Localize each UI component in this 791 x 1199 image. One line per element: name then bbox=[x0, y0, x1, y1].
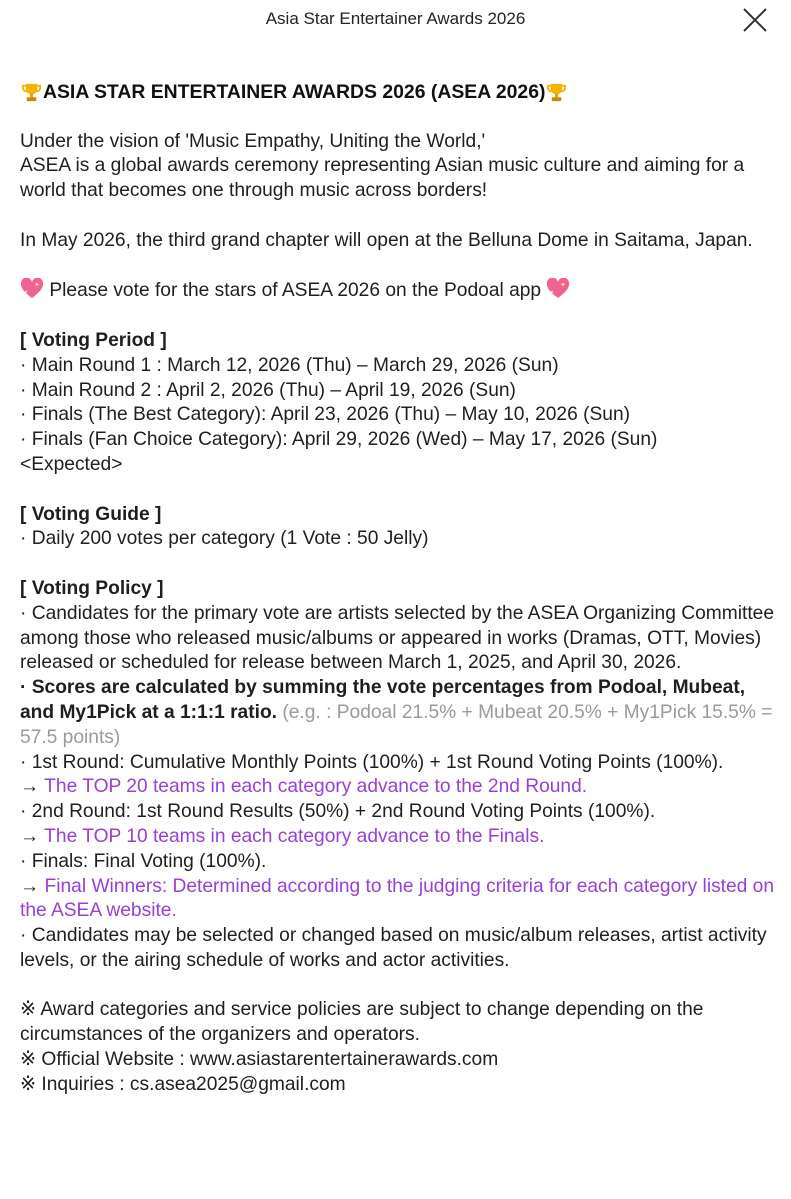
arrow-icon: → bbox=[20, 776, 40, 798]
policy-round1-result: The TOP 20 teams in each category advance to the 2nd Round. bbox=[44, 776, 588, 798]
close-icon[interactable] bbox=[741, 6, 769, 34]
description: ASEA is a global awards ceremony representing Asian music culture and aiming for a world that becomes one through music across borders! bbox=[20, 155, 745, 202]
policy-scores-text: · Scores are calculated by summing the vote percentages from Podoal, Mubeat, and My1Pick at a 1:1:1 ratio. bbox=[20, 677, 746, 723]
voting-period-note: <Expected> bbox=[20, 453, 123, 475]
vision-line: Under the vision of 'Music Empathy, Uniting the World,' bbox=[20, 130, 486, 152]
policy-round1: · 1st Round: Cumulative Monthly Points (100%) + 1st Round Voting Points (100%). bbox=[20, 751, 724, 773]
voting-period-item: · Finals (The Best Category): April 23, 2026 (Thu) – May 10, 2026 (Sun) bbox=[20, 404, 631, 426]
voting-guide-item: · Daily 200 votes per category (1 Vote : 50 Jelly) bbox=[20, 528, 429, 550]
sparkling-heart-icon bbox=[546, 278, 570, 300]
policy-finals-result-row bbox=[20, 875, 778, 925]
policy-round2-result: The TOP 10 teams in each category advance to the Finals. bbox=[44, 825, 545, 847]
policy-changes: · Candidates may be selected or changed based on music/album releases, artist activity levels, or the airing schedule of works and actor activities. bbox=[20, 925, 767, 971]
policy-scores bbox=[20, 676, 778, 750]
policy-finals-result: Final Winners: Determined according to the judging criteria for each category listed on the ASEA website. bbox=[20, 875, 775, 922]
note-inquiries: ※ Inquiries : cs.asea2025@gmail.com bbox=[20, 1073, 346, 1095]
arrow-icon: → bbox=[20, 825, 40, 847]
venue-info: In May 2026, the third grand chapter will open at the Belluna Dome in Saitama, Japan. bbox=[20, 229, 753, 251]
announcement-title-row bbox=[20, 80, 778, 105]
vote-call-row bbox=[20, 278, 778, 304]
voting-policy-heading: [ Voting Policy ] bbox=[20, 577, 164, 599]
announcement-body bbox=[20, 80, 778, 1098]
modal-title: Asia Star Entertainer Awards 2026 bbox=[265, 9, 526, 28]
sparkling-heart-icon bbox=[20, 278, 44, 300]
voting-period-item: · Main Round 2 : April 2, 2026 (Thu) – April 19, 2026 (Sun) bbox=[20, 379, 516, 401]
voting-period-item: · Main Round 1 : March 12, 2026 (Thu) – March 29, 2026 (Sun) bbox=[20, 354, 559, 376]
voting-guide-heading: [ Voting Guide ] bbox=[20, 503, 162, 525]
note-website: ※ Official Website : www.asiastarentertainerawards.com bbox=[20, 1049, 499, 1071]
vote-call-text: Please vote for the stars of ASEA 2026 on the Podoal app bbox=[49, 280, 542, 302]
voting-period-heading: [ Voting Period ] bbox=[20, 329, 167, 351]
policy-candidates: · Candidates for the primary vote are artists selected by the ASEA Organizing Committee among those who released music/albums or appeared in works (Dramas, OTT, Movies) released or scheduled for release between March 1, 2025, and April 30, 2026. bbox=[20, 602, 774, 674]
announcement-title: ASIA STAR ENTERTAINER AWARDS 2026 (ASEA 2026) bbox=[43, 81, 546, 103]
policy-scores-example: (e.g. : Podoal 21.5% + Mubeat 20.5% + My1Pick 15.5% = 57.5 points) bbox=[20, 701, 773, 748]
trophy-icon bbox=[20, 81, 43, 104]
policy-finals: · Finals: Final Voting (100%). bbox=[20, 850, 267, 872]
trophy-icon bbox=[545, 81, 568, 104]
policy-round2: · 2nd Round: 1st Round Results (50%) + 2nd Round Voting Points (100%). bbox=[20, 801, 656, 823]
note-policy-change: ※ Award categories and service policies are subject to change depending on the circumstances of the organizers and operators. bbox=[20, 999, 704, 1046]
voting-period-item: · Finals (Fan Choice Category): April 29, 2026 (Wed) – May 17, 2026 (Sun) bbox=[20, 429, 658, 451]
modal-header bbox=[0, 0, 791, 44]
arrow-icon: → bbox=[20, 875, 40, 897]
policy-round1-result-row bbox=[20, 775, 778, 800]
policy-round2-result-row bbox=[20, 825, 778, 850]
